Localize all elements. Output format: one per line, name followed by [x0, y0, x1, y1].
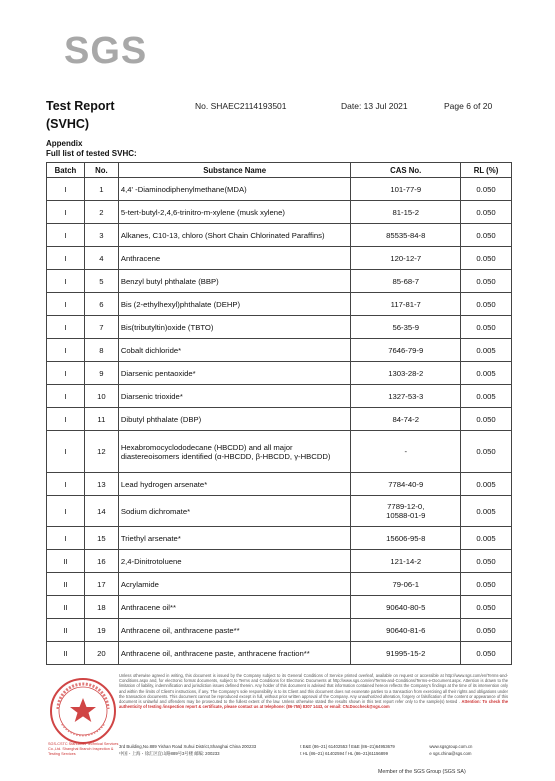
cell-no-text: 9 — [99, 368, 104, 378]
cell-cas-no — [351, 573, 461, 596]
cell-rl-text: 0.050 — [476, 556, 496, 566]
cell-batch-text: I — [64, 276, 67, 286]
cell-cas-no — [351, 385, 461, 408]
phone-cn: t HL (86–21) 61402594 f HL (86–21)61156899 — [300, 751, 388, 756]
cell-no-text: 5 — [99, 276, 104, 286]
cell-no-text: 15 — [97, 533, 106, 543]
cell-rl — [461, 496, 512, 527]
report-number: No. SHAEC2114193501 — [195, 101, 287, 111]
cell-no — [84, 550, 118, 573]
col-header-no: No. — [84, 163, 118, 178]
cell-batch-text: II — [63, 579, 68, 589]
report-title-line1: Test Report — [46, 99, 115, 113]
cell-no — [84, 573, 118, 596]
cell-substance-name — [118, 431, 351, 473]
cell-no-text: 20 — [97, 648, 106, 658]
cell-batch-text: I — [64, 447, 67, 456]
cell-substance-name-text: Anthracene — [120, 253, 161, 263]
cell-rl-text: 0.050 — [476, 299, 496, 309]
cell-substance-name-text: Alkanes, C10-13, chloro (Short Chain Chlorinated Paraffins) — [120, 230, 325, 240]
table-row — [47, 473, 512, 496]
cell-batch-text: I — [64, 322, 67, 332]
cell-no — [84, 496, 118, 527]
cell-substance-name — [118, 473, 351, 496]
col-header-rl: RL (%) — [461, 163, 512, 178]
cell-cas-no — [351, 408, 461, 431]
cell-substance-name — [118, 270, 351, 293]
cell-no-text: 19 — [97, 625, 106, 635]
table-row — [47, 496, 512, 527]
cell-batch — [47, 619, 85, 642]
cell-cas-no-text: 117-81-7 — [390, 299, 421, 309]
cell-cas-no-text: 7789-12-0, — [387, 502, 425, 511]
cell-batch-text: I — [64, 391, 67, 401]
disclaimer-text — [119, 673, 508, 709]
cell-cas-no-second: 10588-01-9 — [386, 511, 426, 520]
cell-batch — [47, 201, 85, 224]
cell-cas-no-text: 7784-40-9 — [388, 479, 424, 489]
report-title-line2: (SVHC) — [46, 117, 90, 131]
table-row — [47, 224, 512, 247]
cell-rl-text: 0.050 — [476, 207, 496, 217]
cell-no-text: 12 — [97, 447, 106, 456]
cell-substance-name — [118, 550, 351, 573]
table-row — [47, 362, 512, 385]
cell-rl — [461, 527, 512, 550]
cell-rl — [461, 362, 512, 385]
table-row — [47, 201, 512, 224]
cell-cas-no — [351, 496, 461, 527]
table-row — [47, 550, 512, 573]
table-row — [47, 385, 512, 408]
cell-substance-name — [118, 408, 351, 431]
cell-rl — [461, 270, 512, 293]
cell-substance-name-text: 4,4' -Diaminodiphenylmethane(MDA) — [120, 184, 247, 194]
cell-no-text: 7 — [99, 322, 104, 332]
seal-caption: SGS-CSTC Standards Technical Services Co.,Ltd. Shanghai Branch Inspection & Testing Services — [48, 742, 119, 756]
cell-rl-text: 0.050 — [476, 276, 496, 286]
cell-batch-text: I — [64, 299, 67, 309]
cell-rl-text: 0.050 — [476, 322, 496, 332]
cell-batch-text: I — [64, 345, 67, 355]
table-row — [47, 573, 512, 596]
cell-batch — [47, 293, 85, 316]
cell-substance-name — [118, 527, 351, 550]
cell-batch-text: I — [64, 207, 67, 217]
cell-batch-text: II — [63, 602, 68, 612]
cell-substance-name-text: 2,4-Dinitrotoluene — [120, 556, 182, 566]
authenticity-notice: Attention: To check the authenticity of testing /inspection report & certificate, please contact us at telephone: (86-755) 8307 1443, or email: CN.Doccheck@sgs.com — [119, 699, 509, 710]
cell-cas-no — [351, 596, 461, 619]
cell-rl — [461, 431, 512, 473]
cell-cas-no-text: 101-77-9 — [390, 184, 422, 194]
cell-no — [84, 201, 118, 224]
cell-batch — [47, 316, 85, 339]
cell-no-text: 10 — [97, 391, 106, 401]
cell-substance-name — [118, 224, 351, 247]
cell-substance-name — [118, 362, 351, 385]
cell-no — [84, 362, 118, 385]
cell-cas-no-text: 120-12-7 — [390, 253, 422, 263]
cell-cas-no — [351, 550, 461, 573]
cell-cas-no — [351, 527, 461, 550]
cell-no-text: 14 — [97, 506, 106, 516]
cell-no — [84, 293, 118, 316]
cell-rl-text: 0.005 — [476, 345, 496, 355]
table-body — [47, 178, 512, 665]
cell-no-text: 8 — [99, 345, 104, 355]
website[interactable]: www.sgsgroup.com.cn — [429, 744, 473, 749]
cell-batch — [47, 408, 85, 431]
cell-rl — [461, 316, 512, 339]
cell-no — [84, 316, 118, 339]
cell-rl — [461, 573, 512, 596]
cell-substance-name-text: Sodium dichromate* — [120, 506, 191, 516]
cell-substance-name — [118, 573, 351, 596]
cell-cas-no-text: 7646-79-9 — [388, 345, 424, 355]
cell-substance-name-text: Diarsenic pentaoxide* — [120, 368, 196, 378]
table-row — [47, 642, 512, 665]
cell-batch — [47, 178, 85, 201]
svhc-table — [46, 162, 512, 665]
cell-no — [84, 527, 118, 550]
cell-cas-no-text: 81-15-2 — [392, 207, 419, 217]
cell-substance-name-text: Acrylamide — [120, 579, 159, 589]
cell-no — [84, 642, 118, 665]
table-row — [47, 247, 512, 270]
col-header-cas: CAS No. — [351, 163, 461, 178]
cell-batch — [47, 642, 85, 665]
cell-cas-no-text: 1303-28-2 — [388, 368, 424, 378]
email[interactable]: e sgs.china@sgs.com — [429, 751, 472, 756]
cell-substance-name-text: Benzyl butyl phthalate (BBP) — [120, 276, 219, 286]
cell-rl — [461, 178, 512, 201]
cell-no-text: 13 — [97, 479, 106, 489]
table-row — [47, 293, 512, 316]
cell-batch — [47, 573, 85, 596]
cell-batch — [47, 431, 85, 473]
cell-no-text: 18 — [97, 602, 106, 612]
col-header-substance: Substance Name — [118, 163, 351, 178]
cell-batch-text: I — [64, 533, 67, 543]
cell-no-text: 11 — [97, 414, 106, 424]
cell-batch — [47, 224, 85, 247]
cell-rl — [461, 550, 512, 573]
cell-no-text: 3 — [99, 230, 104, 240]
phone-en: t E&E (86–21) 61402553 f E&E (86–21)64953679 — [300, 744, 395, 749]
cell-no — [84, 408, 118, 431]
cell-no — [84, 385, 118, 408]
cell-no — [84, 473, 118, 496]
cell-rl — [461, 224, 512, 247]
appendix-label: Appendix — [46, 139, 83, 148]
cell-cas-no — [351, 619, 461, 642]
cell-rl-text: 0.050 — [476, 602, 496, 612]
cell-batch — [47, 385, 85, 408]
cell-rl-text: 0.005 — [476, 368, 496, 378]
cell-substance-name-text: Lead hydrogen arsenate* — [120, 479, 208, 489]
cell-cas-no — [351, 224, 461, 247]
cell-substance-name-text: Anthracene oil, anthracene paste** — [120, 625, 240, 635]
cell-rl-text: 0.050 — [476, 648, 496, 658]
cell-rl-text: 0.005 — [476, 391, 496, 401]
cell-no-text: 17 — [97, 579, 106, 589]
cell-rl — [461, 247, 512, 270]
cell-batch-text: II — [63, 648, 68, 658]
cell-batch — [47, 247, 85, 270]
cell-batch — [47, 527, 85, 550]
cell-cas-no — [351, 362, 461, 385]
table-row — [47, 270, 512, 293]
cell-no — [84, 178, 118, 201]
cell-rl-text: 0.050 — [476, 184, 496, 194]
cell-no — [84, 339, 118, 362]
cell-batch — [47, 362, 85, 385]
cell-cas-no-text: 1327-53-3 — [388, 391, 424, 401]
report-title — [46, 97, 115, 133]
cell-substance-name — [118, 385, 351, 408]
table-row — [47, 408, 512, 431]
cell-substance-name-text: Anthracene oil, anthracene paste, anthracene fraction** — [120, 648, 310, 658]
cell-batch-text: I — [64, 414, 67, 424]
cell-rl-text: 0.005 — [476, 479, 496, 489]
sgs-logo — [64, 30, 148, 72]
cell-rl — [461, 473, 512, 496]
col-header-batch: Batch — [47, 163, 85, 178]
cell-no — [84, 619, 118, 642]
cell-rl-text: 0.050 — [476, 579, 496, 589]
cell-batch — [47, 596, 85, 619]
cell-rl-text: 0.050 — [476, 414, 496, 424]
table-row — [47, 596, 512, 619]
cell-substance-name-text: Diarsenic trioxide* — [120, 391, 183, 401]
cell-substance-name — [118, 293, 351, 316]
sgs-logo-text: SGS — [64, 30, 148, 72]
disclaimer-body: Unless otherwise agreed in writing, this document is issued by the Company subject to its General Conditions of Service printed overleaf, available on request or accessible at http://www.sgs.com/en/Terms-and-Conditions.aspx and, for electronic format documents, subject to Terms and Conditions for Electronic Documents at http://www.sgs.com/en/Terms-and-Conditions/Terms-e-Document.aspx. Attention is drawn to the limitation of liability, indemnification and jurisdiction issues defined therein. Any holder of this document is advised that information contained hereon reflects the Company's findings at the time of its intervention only and within the limits of Client's instructions, if any. The Company's sole responsibility is to its Client and this document does not exonerate parties to a transaction from exercising all their rights and obligations under the transaction documents. This document cannot be reproduced except in full, without prior written approval of the Company. Any unauthorized alteration, forgery or falsification of the content or appearance of this document is unlawful and offenders may be prosecuted to the fullest extent of the law. Unless otherwise stated the results shown in this test report refer only to the sample(s) tested . — [119, 673, 508, 705]
cell-substance-name-text: Hexabromocyclododecane (HBCDD) and all major diastereoisomers identified (α-HBCDD, β-HBCDD, γ-HBCDD) — [120, 442, 331, 461]
cell-no — [84, 431, 118, 473]
table-header-row — [47, 163, 512, 178]
cell-rl-text: 0.050 — [476, 230, 496, 240]
cell-rl — [461, 408, 512, 431]
table-row — [47, 316, 512, 339]
cell-no-text: 6 — [99, 299, 104, 309]
cell-batch-text: I — [64, 506, 67, 516]
report-date: Date: 13 Jul 2021 — [341, 101, 408, 111]
table-row — [47, 178, 512, 201]
cell-substance-name — [118, 247, 351, 270]
cell-no — [84, 247, 118, 270]
cell-substance-name — [118, 496, 351, 527]
cell-substance-name-text: Triethyl arsenate* — [120, 533, 181, 543]
table-row — [47, 619, 512, 642]
cell-cas-no — [351, 339, 461, 362]
table-row — [47, 527, 512, 550]
cell-substance-name-text: Bis (2-ethylhexyl)phthalate (DEHP) — [120, 299, 241, 309]
cell-cas-no-text: 85-68-7 — [392, 276, 419, 286]
cell-batch — [47, 550, 85, 573]
cell-no — [84, 270, 118, 293]
cell-batch-text: I — [64, 184, 67, 194]
cell-cas-no — [351, 473, 461, 496]
cell-cas-no — [351, 247, 461, 270]
cell-cas-no-text: - — [404, 447, 408, 456]
cell-no-text: 4 — [99, 253, 104, 263]
cell-substance-name — [118, 178, 351, 201]
address-en: 3rd Building,No.889 Yishan Road Xuhui District,Shanghai China 200233 — [119, 744, 257, 749]
cell-cas-no — [351, 270, 461, 293]
cell-cas-no — [351, 293, 461, 316]
cell-substance-name-text: Bis(tributyltin)oxide (TBTO) — [120, 322, 214, 332]
cell-cas-no-text: 121-14-2 — [390, 556, 422, 566]
cell-rl — [461, 619, 512, 642]
page-number: Page 6 of 20 — [444, 101, 493, 111]
cell-batch — [47, 496, 85, 527]
cell-no-text: 16 — [97, 556, 106, 566]
cell-rl-text: 0.050 — [476, 447, 496, 456]
table-row — [47, 339, 512, 362]
cell-rl-text: 0.050 — [476, 253, 496, 263]
cell-no — [84, 224, 118, 247]
cell-cas-no — [351, 431, 461, 473]
address-cn: 中国・上海・徐汇区宜山路889号3号楼 邮编: 200233 — [119, 751, 220, 756]
cell-cas-no-text: 90640-81-6 — [386, 625, 426, 635]
cell-batch-text: II — [63, 625, 68, 635]
cell-no-text: 1 — [99, 184, 104, 194]
cell-substance-name — [118, 339, 351, 362]
cell-rl — [461, 642, 512, 665]
cell-batch-text: I — [64, 368, 67, 378]
cell-substance-name-text: Cobalt dichloride* — [120, 345, 182, 355]
cell-rl-text: 0.050 — [476, 625, 496, 635]
cell-cas-no — [351, 316, 461, 339]
cell-rl — [461, 293, 512, 316]
cell-cas-no — [351, 201, 461, 224]
cell-batch-text: I — [64, 479, 67, 489]
cell-cas-no — [351, 642, 461, 665]
cell-cas-no-text: 15606-95-8 — [386, 533, 426, 543]
cell-substance-name — [118, 316, 351, 339]
cell-batch-text: II — [63, 556, 68, 566]
cell-rl — [461, 596, 512, 619]
cell-batch — [47, 473, 85, 496]
cell-substance-name-text: Dibutyl phthalate (DBP) — [120, 414, 202, 424]
cell-batch-text: I — [64, 253, 67, 263]
cell-substance-name — [118, 201, 351, 224]
cell-substance-name-text: Anthracene oil** — [120, 602, 176, 612]
cell-batch — [47, 339, 85, 362]
cell-substance-name-text: 5-tert-butyl-2,4,6-trinitro-m-xylene (musk xylene) — [120, 207, 285, 217]
cell-cas-no-text: 79-06-1 — [392, 579, 419, 589]
cell-no-text: 2 — [99, 207, 104, 217]
cell-cas-no-text: 91995-15-2 — [386, 648, 426, 658]
contact-block — [119, 743, 519, 757]
cell-substance-name — [118, 619, 351, 642]
cell-batch — [47, 270, 85, 293]
cell-rl-text: 0.005 — [476, 506, 496, 516]
report-footer — [0, 672, 555, 781]
company-seal-stamp — [48, 676, 118, 746]
cell-cas-no-text: 85535-84-8 — [386, 230, 426, 240]
cell-batch-text: I — [64, 230, 67, 240]
cell-cas-no — [351, 178, 461, 201]
cell-no — [84, 596, 118, 619]
member-of-sgs-group: Member of the SGS Group (SGS SA) — [378, 769, 466, 775]
cell-cas-no-text: 90640-80-5 — [386, 602, 426, 612]
cell-rl — [461, 385, 512, 408]
cell-rl-text: 0.005 — [476, 533, 496, 543]
cell-substance-name — [118, 596, 351, 619]
cell-rl — [461, 201, 512, 224]
cell-cas-no-text: 56-35-9 — [392, 322, 419, 332]
table-row — [47, 431, 512, 473]
cell-rl — [461, 339, 512, 362]
cell-cas-no-text: 84-74-2 — [392, 414, 419, 424]
appendix-heading — [46, 139, 137, 159]
cell-substance-name — [118, 642, 351, 665]
appendix-subtitle: Full list of tested SVHC: — [46, 149, 137, 158]
